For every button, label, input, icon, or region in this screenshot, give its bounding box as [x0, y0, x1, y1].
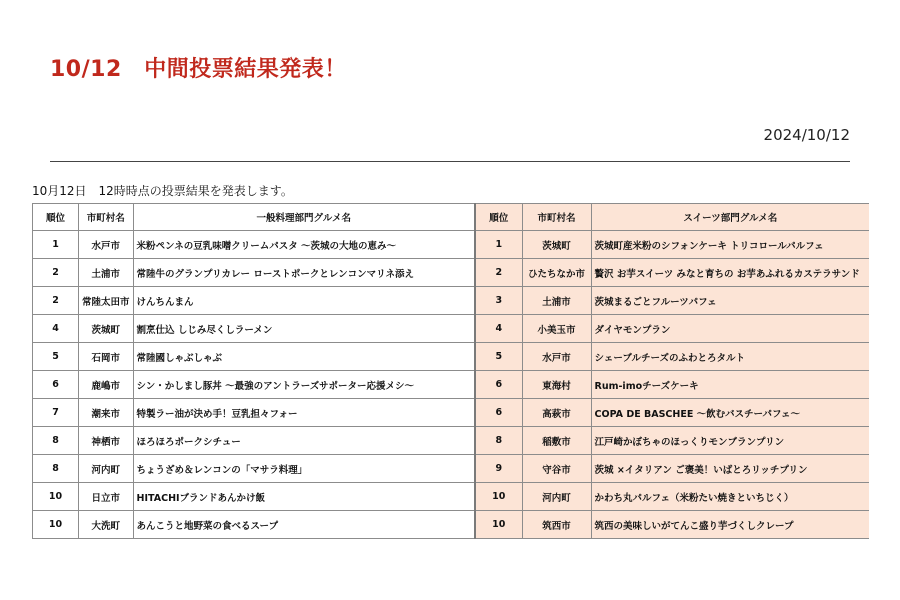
sweets-rank: 3: [475, 287, 522, 315]
sweets-dish-name: 江戸崎かぼちゃのほっくりモンブランプリン: [591, 427, 869, 455]
table-row: [33, 455, 870, 483]
general-dish-name: ほろほろポークシチュー: [133, 427, 475, 455]
sweets-city: 土浦市: [522, 287, 591, 315]
general-dish-name: シン・かしまし豚丼 ～最強のアントラーズサポーター応援メシ～: [133, 371, 475, 399]
sweets-dish-name: COPA DE BASCHEE ～飲むバスチーパフェ～: [591, 399, 869, 427]
sweets-rank: 6: [475, 371, 522, 399]
general-rank: 7: [33, 399, 79, 427]
general-dish-name: 常陸國しゃぶしゃぶ: [133, 343, 475, 371]
sweets-dish-name: かわち丸パルフェ（米粉たい焼きといちじく）: [591, 483, 869, 511]
sweets-city: 守谷市: [522, 455, 591, 483]
general-rank: 6: [33, 371, 79, 399]
sweets-dish-name: Rum-imoチーズケーキ: [591, 371, 869, 399]
sweets-rank: 9: [475, 455, 522, 483]
intro-text: 10月12日 12時時点の投票結果を発表します。: [32, 184, 293, 198]
sweets-rank: 10: [475, 483, 522, 511]
table-row: [33, 287, 870, 315]
general-rank: 1: [33, 231, 79, 259]
sweets-dish-name: 茨城町産米粉のシフォンケーキ トリコロールパルフェ: [591, 231, 869, 259]
general-city: 土浦市: [79, 259, 134, 287]
sweets-dish-name: 筑西の美味しいがてんこ盛り芋づくしクレープ: [591, 511, 869, 539]
sweets-city: 茨城町: [522, 231, 591, 259]
general-city: 茨城町: [79, 315, 134, 343]
sweets-dish-name: ダイヤモンプラン: [591, 315, 869, 343]
sweets-rank: 4: [475, 315, 522, 343]
header-rank-sweets: 順位: [475, 204, 522, 231]
general-city: 石岡市: [79, 343, 134, 371]
header-general-name: 一般料理部門グルメ名: [133, 204, 475, 231]
divider: [50, 161, 850, 162]
general-rank: 4: [33, 315, 79, 343]
general-dish-name: ちょうざめ＆レンコンの「マサラ料理」: [133, 455, 475, 483]
sweets-city: 小美玉市: [522, 315, 591, 343]
sweets-city: 水戸市: [522, 343, 591, 371]
sweets-dish-name: 贅沢 お芋スイーツ みなと育ちの お芋あふれるカステラサンド: [591, 259, 869, 287]
sweets-rank: 2: [475, 259, 522, 287]
results-table: [32, 203, 869, 539]
header-sweets-name: スイーツ部門グルメ名: [591, 204, 869, 231]
table-row: [33, 511, 870, 539]
sweets-rank: 5: [475, 343, 522, 371]
table-header-row: [33, 204, 870, 231]
general-city: 大洗町: [79, 511, 134, 539]
general-rank: 2: [33, 259, 79, 287]
sweets-city: 筑西市: [522, 511, 591, 539]
table-row: [33, 259, 870, 287]
header-city-general: 市町村名: [79, 204, 134, 231]
general-rank: 10: [33, 483, 79, 511]
general-dish-name: 割烹仕込 しじみ尽くしラーメン: [133, 315, 475, 343]
general-rank: 2: [33, 287, 79, 315]
sweets-city: 高萩市: [522, 399, 591, 427]
general-rank: 10: [33, 511, 79, 539]
general-dish-name: HITACHIブランドあんかけ飯: [133, 483, 475, 511]
general-dish-name: 常陸牛のグランプリカレー ローストポークとレンコンマリネ添え: [133, 259, 475, 287]
page-title: 10/12 中間投票結果発表！: [50, 57, 347, 82]
sweets-city: ひたちなか市: [522, 259, 591, 287]
sweets-dish-name: 茨城まるごとフルーツパフェ: [591, 287, 869, 315]
table-row: [33, 427, 870, 455]
general-city: 潮来市: [79, 399, 134, 427]
general-city: 常陸太田市: [79, 287, 134, 315]
general-dish-name: あんこうと地野菜の食べるスープ: [133, 511, 475, 539]
sweets-city: 東海村: [522, 371, 591, 399]
header-rank-general: 順位: [33, 204, 79, 231]
sweets-dish-name: シェーブルチーズのふわとろタルト: [591, 343, 869, 371]
sweets-rank: 8: [475, 427, 522, 455]
table-row: [33, 231, 870, 259]
general-city: 鹿嶋市: [79, 371, 134, 399]
table-row: [33, 371, 870, 399]
table-row: [33, 343, 870, 371]
general-dish-name: けんちんまん: [133, 287, 475, 315]
table-row: [33, 483, 870, 511]
general-dish-name: 米粉ペンネの豆乳味噌クリームパスタ ～茨城の大地の恵み～: [133, 231, 475, 259]
sweets-rank: 10: [475, 511, 522, 539]
general-city: 神栖市: [79, 427, 134, 455]
sweets-city: 稲敷市: [522, 427, 591, 455]
sweets-rank: 6: [475, 399, 522, 427]
table-row: [33, 315, 870, 343]
header-city-sweets: 市町村名: [522, 204, 591, 231]
general-city: 水戸市: [79, 231, 134, 259]
sweets-dish-name: 茨城 ×イタリアン ご褒美！いばとろリッチプリン: [591, 455, 869, 483]
general-rank: 8: [33, 455, 79, 483]
table-row: [33, 399, 870, 427]
general-city: 日立市: [79, 483, 134, 511]
general-city: 河内町: [79, 455, 134, 483]
general-dish-name: 特製ラー油が決め手！豆乳担々フォー: [133, 399, 475, 427]
general-rank: 8: [33, 427, 79, 455]
general-rank: 5: [33, 343, 79, 371]
sweets-rank: 1: [475, 231, 522, 259]
publish-date: 2024/10/12: [763, 126, 850, 144]
sweets-city: 河内町: [522, 483, 591, 511]
